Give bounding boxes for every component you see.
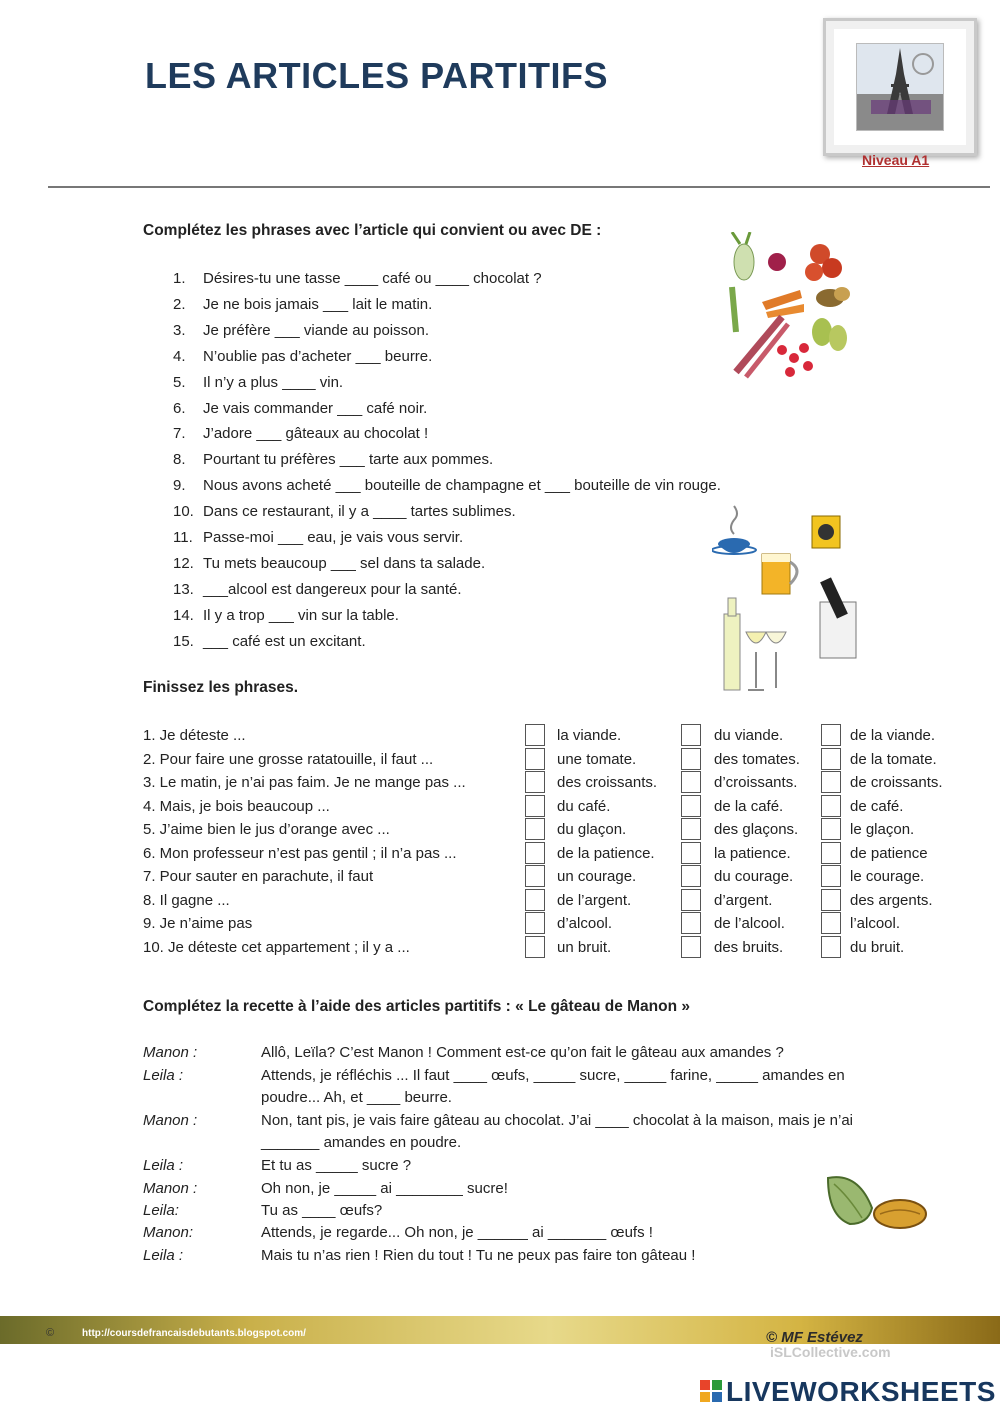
choice-label-a: un bruit. [557,938,612,956]
choice-label-c: de café. [850,797,904,815]
row-prompt: 9. Je n’aime pas [143,915,253,932]
speaker-name: Leila: [143,1202,179,1219]
item-number: 6. [173,399,186,417]
item-number: 8. [173,451,186,469]
exercise2-row [143,915,983,937]
item-sentence: Désires-tu une tasse ____ café ou ____ chocolat ? [203,270,542,287]
choice-label-a: du café. [557,797,611,815]
exercise1-item [173,529,463,546]
choice-label-b: de la café. [714,797,784,815]
item-sentence: Il n’y a plus ____ vin. [203,373,344,391]
dialogue-text: Oh non, je _____ ai ________ sucre! [261,1180,508,1197]
exercise2-row [143,774,983,796]
choice-checkbox-b[interactable] [681,724,701,746]
exercise1-item [173,555,485,572]
choice-label-a: des croissants. [557,774,658,791]
item-number: 3. [173,321,186,339]
exercise1-item [173,425,428,442]
speaker-name: Leila : [143,1247,184,1264]
item-sentence: Dans ce restaurant, il y a ____ tartes sublimes. [203,503,516,521]
item-number: 2. [173,295,186,313]
dialogue-text: Tu as ____ œufs? [261,1202,383,1219]
choice-label-a: la viande. [557,727,622,744]
exercise1-item [173,477,721,494]
row-prompt: 3. Le matin, je n’ai pas faim. Je ne mange pas ... [143,774,466,791]
row-prompt: 5. J’aime bien le jus d’orange avec ... [143,821,390,838]
row-prompt: 10. Je déteste cet appartement ; il y a ... [143,938,410,956]
speaker-name: Manon : [143,1112,198,1129]
dialogue-text: _______ amandes en poudre. [261,1134,462,1151]
exercise2-row [143,727,983,749]
choice-checkbox-b[interactable] [681,936,701,958]
choice-label-c: le glaçon. [850,821,915,838]
item-number: 10. [173,503,194,521]
choice-checkbox-c[interactable] [821,795,841,817]
speaker-name: Leila : [143,1157,184,1174]
choice-label-b: des bruits. [714,938,784,956]
islcollective-watermark: iSLCollective.com [770,1344,891,1360]
drinks-illustration [712,498,872,703]
choice-checkbox-b[interactable] [681,771,701,793]
dialogue-text: Attends, je regarde... Oh non, je ______ ai _______ œufs ! [261,1224,653,1241]
choice-checkbox-a[interactable] [525,795,545,817]
choice-checkbox-b[interactable] [681,818,701,840]
item-sentence: ___alcool est dangereux pour la santé. [203,580,462,598]
choice-label-b: des tomates. [714,750,800,768]
row-prompt: 7. Pour sauter en parachute, il faut [143,868,374,885]
exercise1-item [173,296,432,313]
dialogue-text: Et tu as _____ sucre ? [261,1157,412,1174]
choice-checkbox-a[interactable] [525,724,545,746]
item-sentence: Il y a trop ___ vin sur la table. [203,606,399,624]
choice-label-c: du bruit. [850,938,905,956]
footer-url[interactable]: http://coursdefrancaisdebutants.blogspot.com/ [82,1328,306,1339]
item-number: 7. [173,425,186,443]
item-sentence: Pourtant tu préfères ___ tarte aux pommes. [203,451,494,469]
logo-frame [823,18,977,156]
eiffel-tower-logo [856,43,944,131]
item-sentence: J’adore ___ gâteaux au chocolat ! [203,425,429,443]
row-prompt: 2. Pour faire une grosse ratatouille, il faut ... [143,750,434,768]
choice-checkbox-b[interactable] [681,889,701,911]
item-number: 1. [173,270,186,287]
exercise2-heading: Finissez les phrases. [143,679,299,696]
exercise2-row [143,892,983,914]
choice-label-b: d’croissants. [714,774,798,791]
choice-label-c: de patience [850,844,928,862]
choice-checkbox-b[interactable] [681,842,701,864]
item-sentence: Je ne bois jamais ___ lait le matin. [203,295,433,313]
choice-label-c: de la tomate. [850,750,937,768]
exercise1-item [173,451,493,468]
exercise1-item [173,633,366,650]
exercise1-item [173,348,432,365]
choice-label-a: du glaçon. [557,821,627,838]
choice-checkbox-a[interactable] [525,912,545,934]
speaker-name: Manon : [143,1044,198,1061]
exercise1-item [173,374,343,391]
footer-author: © MF Estévez [766,1329,863,1346]
choice-label-a: de la patience. [557,844,655,862]
choice-checkbox-b[interactable] [681,748,701,770]
exercise2-row [143,751,983,773]
item-number: 5. [173,373,186,391]
choice-checkbox-a[interactable] [525,748,545,770]
item-sentence: Je vais commander ___ café noir. [203,399,428,417]
speaker-name: Manon : [143,1180,198,1197]
dialogue-text: Mais tu n’as rien ! Rien du tout ! Tu ne peux pas faire ton gâteau ! [261,1247,696,1264]
dialogue-line [143,1247,943,1267]
choice-checkbox-c[interactable] [821,748,841,770]
dialogue-line [143,1044,943,1064]
row-prompt: 8. Il gagne ... [143,891,230,909]
choice-checkbox-a[interactable] [525,865,545,887]
choice-checkbox-c[interactable] [821,842,841,864]
choice-label-b: d’argent. [714,891,773,909]
item-number: 14. [173,606,194,624]
exercise2-row [143,939,983,961]
speaker-name: Leila : [143,1067,184,1084]
choice-checkbox-c[interactable] [821,724,841,746]
dialogue-text: Attends, je réfléchis ... Il faut ____ œufs, _____ sucre, _____ farine, _____ amandes en [261,1067,845,1084]
choice-label-b: la patience. [714,844,791,862]
choice-checkbox-c[interactable] [821,889,841,911]
row-prompt: 4. Mais, je bois beaucoup ... [143,797,330,815]
choice-checkbox-b[interactable] [681,795,701,817]
exercise1-item [173,607,399,624]
choice-label-a: d’alcool. [557,915,613,932]
item-number: 4. [173,347,186,365]
item-number: 13. [173,580,194,598]
item-number: 15. [173,632,194,650]
item-sentence: Nous avons acheté ___ bouteille de champagne et ___ bouteille de vin rouge. [203,477,721,495]
choice-checkbox-a[interactable] [525,889,545,911]
choice-checkbox-c[interactable] [821,865,841,887]
choice-label-c: de croissants. [850,774,943,791]
choice-label-a: de l’argent. [557,891,632,909]
choice-checkbox-b[interactable] [681,912,701,934]
item-sentence: ___ café est un excitant. [203,632,366,650]
choice-label-a: un courage. [557,868,637,885]
exercise3-heading: Complétez la recette à l’aide des articles partitifs : « Le gâteau de Manon » [143,998,690,1015]
almonds-illustration [822,1168,932,1234]
item-number: 11. [173,529,193,546]
choice-checkbox-c[interactable] [821,912,841,934]
exercise1-heading: Complétez les phrases avec l’article qui convient ou avec DE : [143,222,602,239]
item-number: 9. [173,477,186,495]
item-sentence: Je préfère ___ viande au poisson. [203,321,429,339]
exercise1-item [173,322,429,339]
exercise2-row [143,798,983,820]
dialogue-line [143,1134,943,1154]
choice-checkbox-c[interactable] [821,771,841,793]
choice-label-c: de la viande. [850,727,936,744]
exercise1-item [173,400,427,417]
choice-label-c: des argents. [850,891,933,909]
dialogue-text: Allô, Leïla? C’est Manon ! Comment est-ce qu’on fait le gâteau aux amandes ? [261,1044,784,1061]
choice-checkbox-b[interactable] [681,865,701,887]
exercise2-row [143,821,983,843]
row-prompt: 1. Je déteste ... [143,727,246,744]
choice-label-c: l’alcool. [850,915,901,932]
dialogue-line [143,1067,943,1087]
choice-checkbox-c[interactable] [821,818,841,840]
exercise1-item [173,581,462,598]
exercise1-item [173,503,516,520]
exercise2-row [143,845,983,867]
choice-checkbox-a[interactable] [525,936,545,958]
dialogue-line [143,1089,943,1109]
choice-checkbox-c[interactable] [821,936,841,958]
page-title: LES ARTICLES PARTITIFS [145,55,609,96]
level-label: Niveau A1 [862,152,930,168]
header-divider [48,186,990,188]
liveworksheets-brand[interactable]: LIVEWORKSHEETS [726,1376,996,1407]
item-number: 12. [173,554,194,572]
dialogue-line [143,1112,943,1132]
speaker-name: Manon: [143,1224,194,1241]
choice-label-c: le courage. [850,868,925,885]
dialogue-text: Non, tant pis, je vais faire gâteau au chocolat. J’ai ____ chocolat à la maison, mais je n’ai [261,1112,854,1129]
item-sentence: Passe-moi ___ eau, je vais vous servir. [203,529,464,546]
liveworksheets-logo-icon [700,1380,722,1402]
vegetables-illustration [722,232,857,382]
dialogue-text: poudre... Ah, et ____ beurre. [261,1089,452,1106]
exercise2-row [143,868,983,890]
choice-label-b: des glaçons. [714,821,799,838]
choice-label-b: de l’alcool. [714,915,785,932]
item-sentence: Tu mets beaucoup ___ sel dans ta salade. [203,554,486,572]
choice-checkbox-a[interactable] [525,771,545,793]
choice-checkbox-a[interactable] [525,842,545,864]
choice-checkbox-a[interactable] [525,818,545,840]
choice-label-b: du courage. [714,868,794,885]
choice-label-a: une tomate. [557,750,637,768]
item-sentence: N’oublie pas d’acheter ___ beurre. [203,347,433,365]
footer-copyright-symbol: © [46,1327,55,1339]
exercise1-item [173,270,542,287]
row-prompt: 6. Mon professeur n’est pas gentil ; il n’a pas ... [143,844,457,862]
choice-label-b: du viande. [714,727,784,744]
